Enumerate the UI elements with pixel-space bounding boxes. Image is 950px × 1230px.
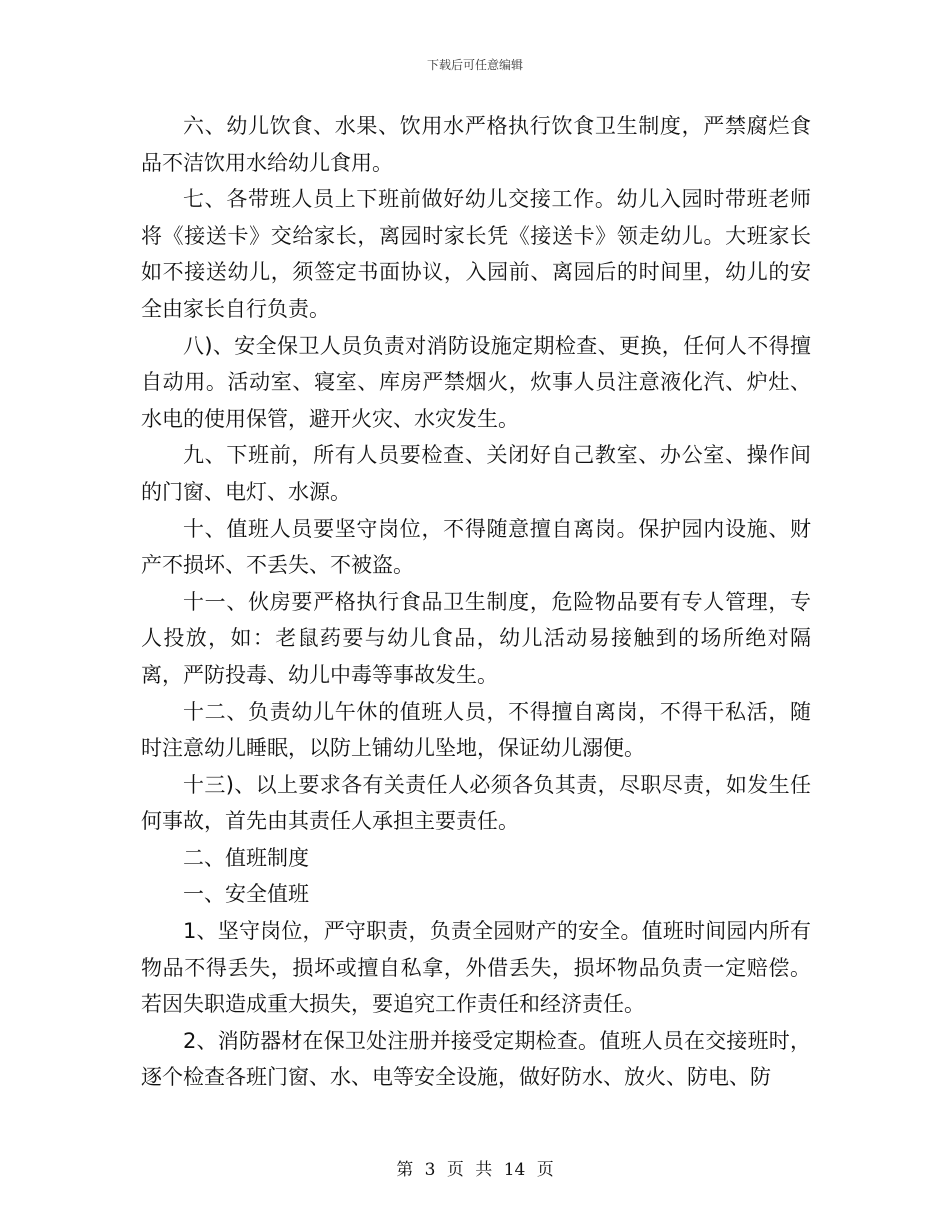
subsection-heading-safety-duty: 一、安全值班: [183, 882, 309, 907]
paragraph-11: 十一、伙房要严格执行食品卫生制度，危险物品要有专人管理，专人投放，如：老鼠药要与幼儿食品，幼儿活动易接触到的场所绝对隔离，严防投毒、幼儿中毒等事故发生。: [141, 589, 811, 687]
paragraph-8: 八)、安全保卫人员负责对消防设施定期检查、更换，任何人不得擅自动用。活动室、寝室、库房严禁烟火，炊事人员注意液化汽、炉灶、水电的使用保管，避开火灾、水灾发生。: [141, 333, 811, 431]
paragraph-6: 六、幼儿饮食、水果、饮用水严格执行饮食卫生制度，严禁腐烂食品不洁饮用水给幼儿食用。: [141, 114, 811, 175]
item-2: 2、消防器材在保卫处注册并接受定期检查。值班人员在交接班时，逐个检查各班门窗、水、电等安全设施，做好防水、放火、防电、防: [141, 1028, 811, 1090]
page-number-footer: 第 3 页 共 14 页: [396, 1160, 554, 1180]
document-body: [141, 108, 811, 1096]
paragraph-13: 十三)、以上要求各有关责任人必须各负其责，尽职尽责，如发生任何事故，首先由其责任人承担主要责任。: [141, 772, 811, 834]
section-heading-duty-system: 二、值班制度: [183, 845, 309, 870]
paragraph-7: 七、各带班人员上下班前做好幼儿交接工作。幼儿入园时带班老师将《接送卡》交给家长，离园时家长凭《接送卡》领走幼儿。大班家长如不接送幼儿，须签定书面协议，入园前、离园后的时间里，幼儿的安全由家长自行负责。: [141, 187, 811, 321]
page-header: 下载后可任意编辑: [426, 58, 523, 72]
paragraph-12: 十二、负责幼儿午休的值班人员，不得擅自离岗，不得干私活，随时注意幼儿睡眠，以防上铺幼儿坠地，保证幼儿溺便。: [141, 699, 811, 761]
paragraph-9: 九、下班前，所有人员要检查、关闭好自己教室、办公室、操作间的门窗、电灯、水源。: [141, 443, 811, 504]
paragraph-10: 十、值班人员要坚守岗位，不得随意擅自离岗。保护园内设施、财产不损坏、不丢失、不被盗。: [141, 516, 811, 578]
item-1: 1、坚守岗位，严守职责，负责全园财产的安全。值班时间园内所有物品不得丢失，损坏或擅自私拿，外借丢失，损坏物品负责一定赔偿。若因失职造成重大损失，要追究工作责任和经济责任。: [141, 919, 811, 1017]
